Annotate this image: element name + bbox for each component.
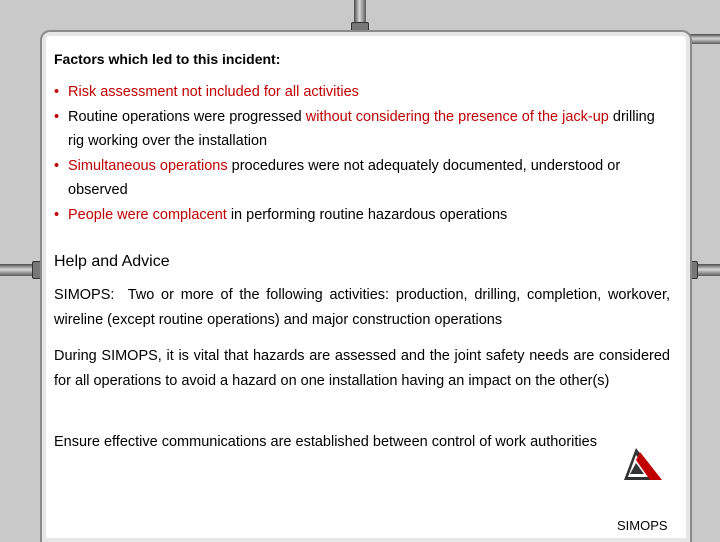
factor-text-highlight: Simultaneous operations [68, 157, 228, 174]
advice-paragraph: During SIMOPS, it is vital that hazards are assessed and the joint safety needs are considered for all operations to avoid a hazard on one installation having an impact on the other(s) [54, 348, 670, 389]
pipe-top-right [688, 34, 720, 44]
factor-text: drilling rig working over the installation [68, 108, 655, 149]
factor-item: • Routine operations were progressed without considering the presence of the jack-up drilling rig working over the installation [54, 108, 655, 149]
factor-text: Routine operations were progressed [68, 108, 306, 125]
advice-paragraph: Ensure effective communications are established between control of work authorities [54, 434, 597, 450]
simops-definition-text: Two or more of the following activities: production, drilling, completion, workover, wireline (except routine operations) and major construction operations [54, 287, 671, 328]
triangle-logo-icon [622, 446, 662, 482]
footer-label: SIMOPS [617, 518, 668, 533]
factor-text-highlight: without considering the presence of the jack-up [305, 108, 609, 125]
factors-list [54, 80, 674, 227]
factor-item: • Simultaneous operations procedures were not adequately documented, understood or observed [54, 157, 621, 198]
factors-heading: Factors which led to this incident: [54, 51, 281, 67]
advice-heading: Help and Advice [54, 253, 170, 270]
factor-item: • People were complacent in performing routine hazardous operations [54, 206, 508, 223]
factor-text: procedures were not adequately documented, understood or observed [68, 157, 621, 198]
simops-definition [54, 283, 670, 332]
factor-text-highlight: People were complacent [68, 206, 227, 223]
simops-label: SIMOPS: [54, 287, 115, 303]
factor-item: • Risk assessment not included for all activities [54, 84, 359, 100]
factor-text: in performing routine hazardous operations [226, 206, 508, 223]
factor-text: Risk assessment not included for all activities [68, 84, 359, 100]
